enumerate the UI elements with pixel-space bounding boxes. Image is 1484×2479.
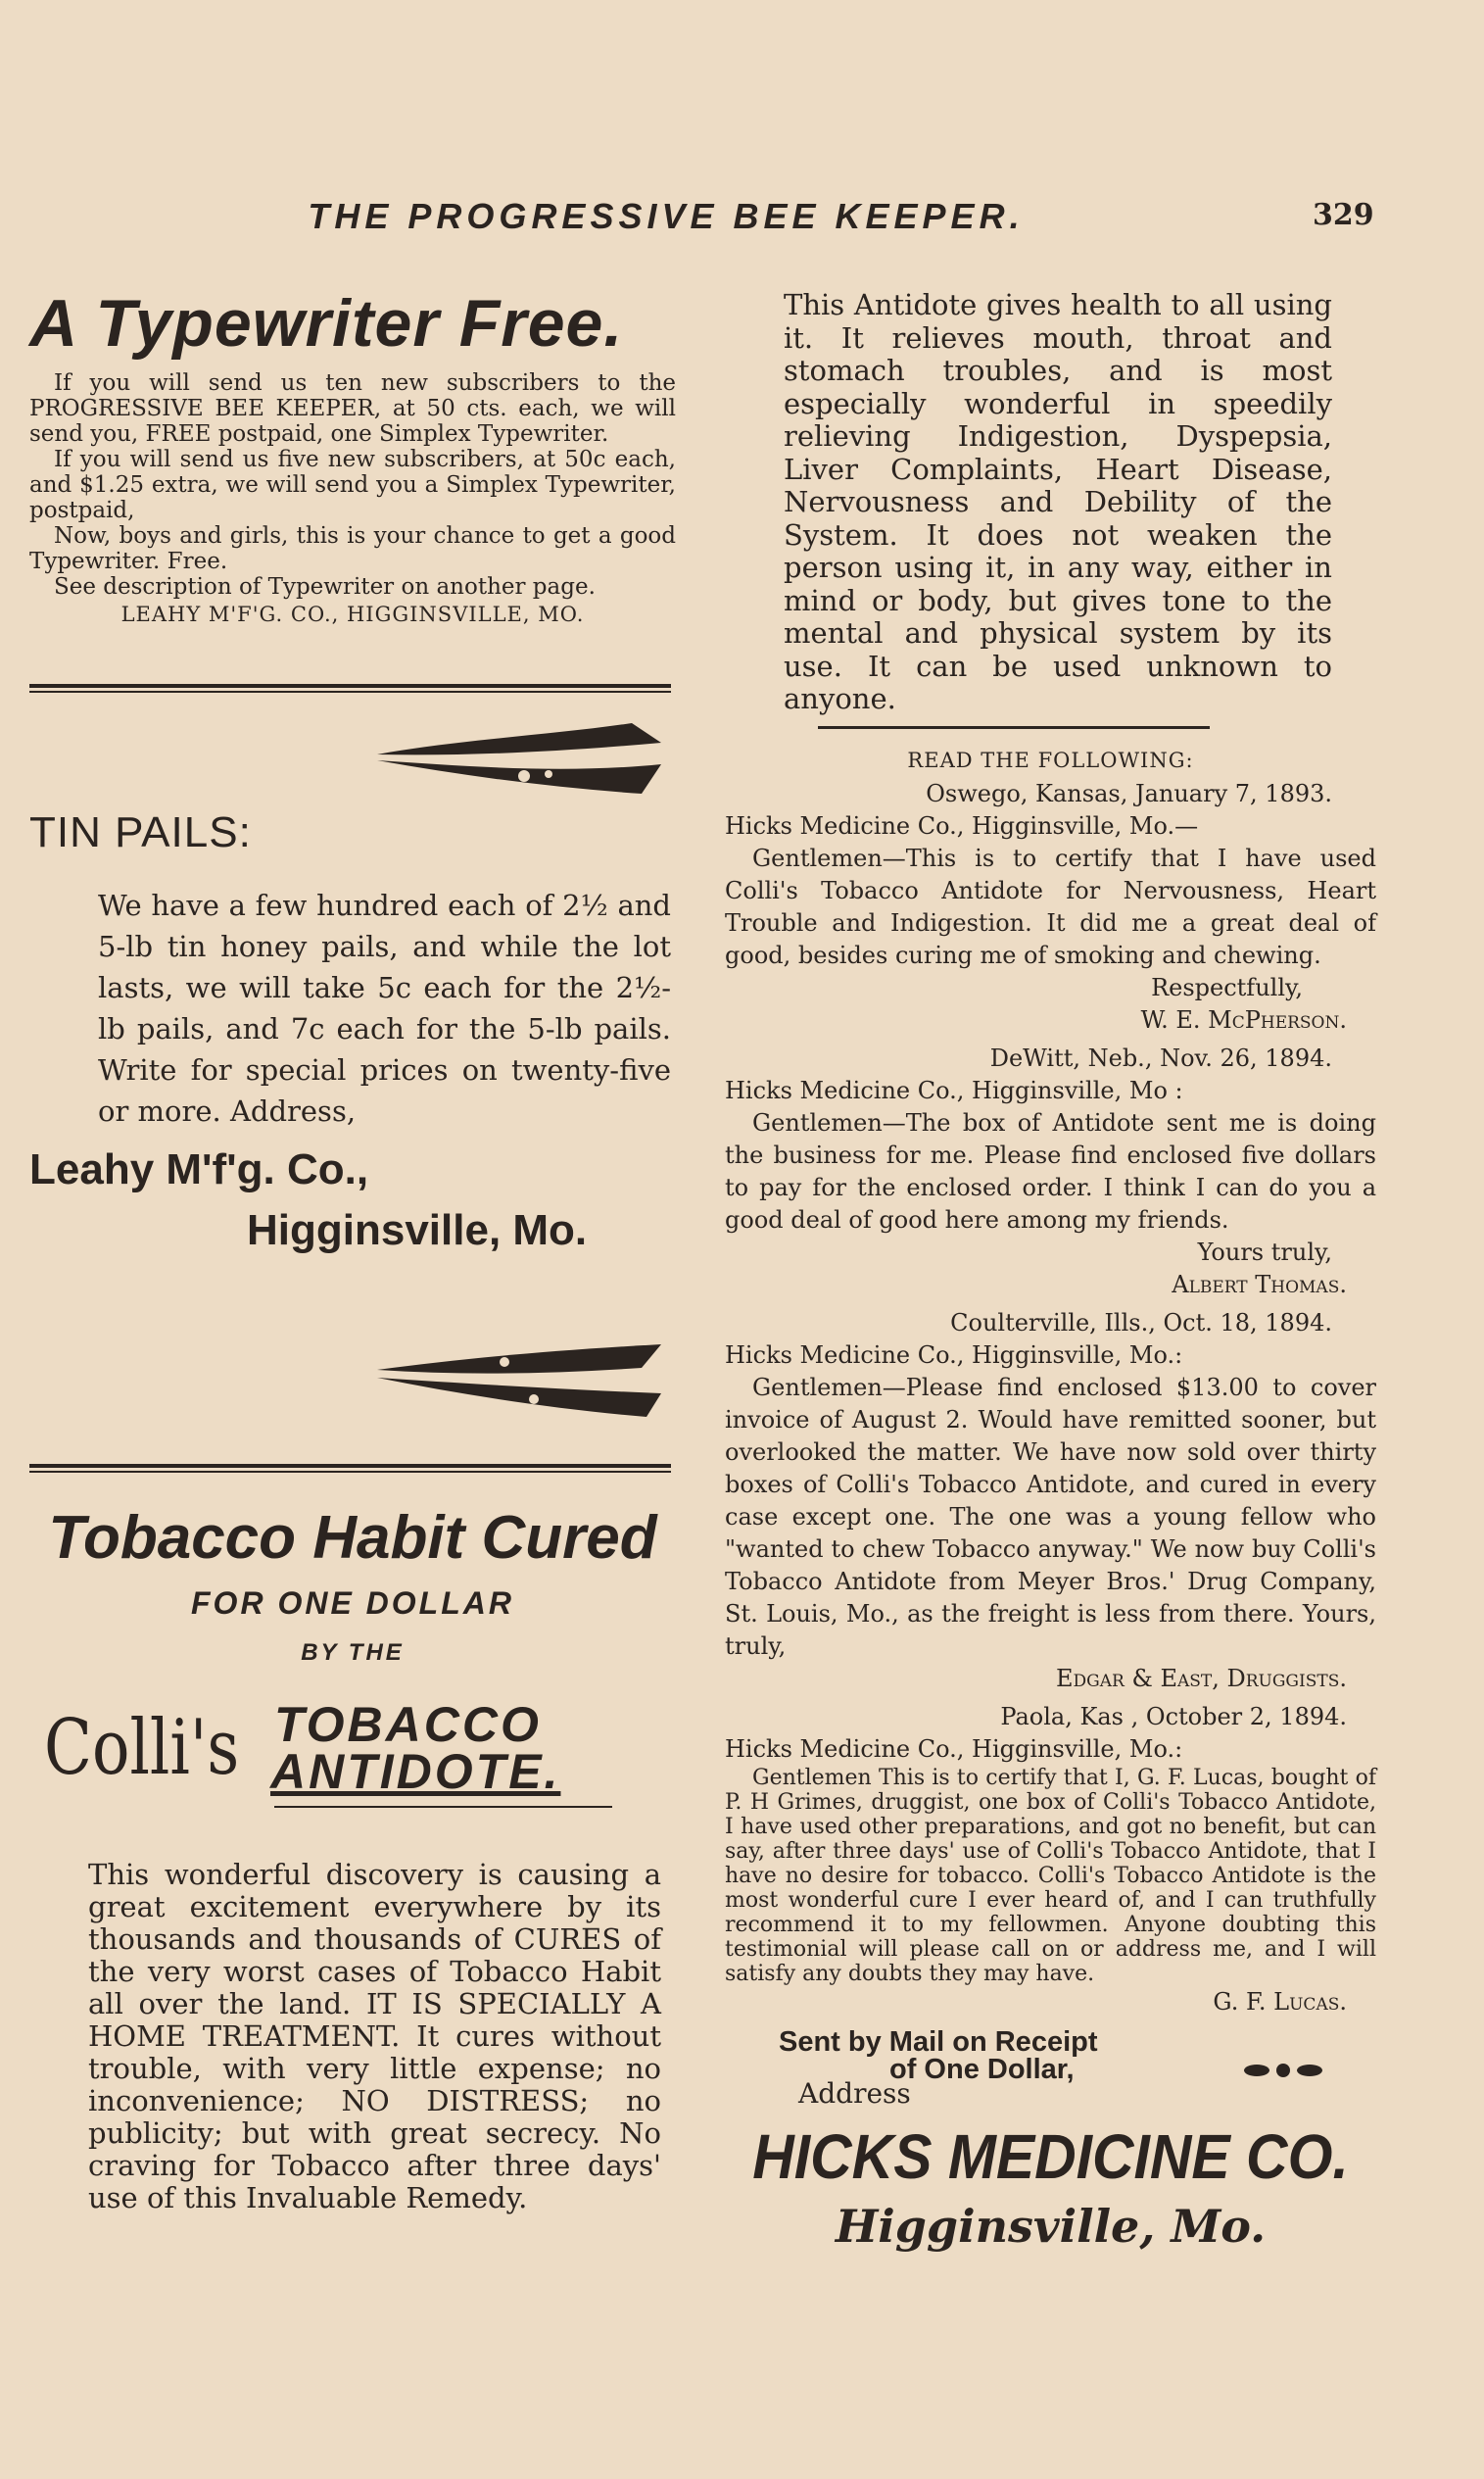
page-number: 329 [1313, 198, 1374, 232]
tin-pails-headline: TIN PAILS: [29, 808, 252, 856]
letter-closing: Yours truly, [1197, 1238, 1332, 1266]
tobacco-headline: Tobacco Habit Cured [48, 1504, 657, 1572]
letter-closing: Respectfully, [1151, 973, 1303, 1001]
hicks-company: HICKS MEDICINE CO. [752, 2120, 1349, 2192]
antidote-intro: This Antidote gives health to all using it. It relieves mouth, throat and stomach troubles, and is most especially wonderful in speedily relieving Indigestion, Dyspepsia, Liver Complaints, Heart Disease, Nervousness and Debility of the System. It does not weaken the person using it, in any way, either in mind or body, but gives tone to the mental and physical system by its use. It can be used unknown to anyone. [784, 288, 1332, 715]
tin-pails-company: Leahy M'f'g. Co., [29, 1145, 369, 1193]
testimonial-letters [725, 778, 1376, 2018]
product-name-line2: ANTIDOTE. [270, 1744, 561, 1799]
letter-signature: W. E. McPherson. [1140, 1005, 1347, 1034]
letter-addressee: Hicks Medicine Co., Higginsville, Mo.: [725, 1734, 1183, 1763]
read-following-label: READ THE FOLLOWING: [907, 748, 1194, 772]
logo-rule [274, 1806, 612, 1808]
letter-body: Gentlemen—Please find enclosed $13.00 to cover invoice of August 2. Would have remitted sooner, but overlooked the matter. We have now sold over thirty boxes of Colli's Tobacco Antidote, and cured in every case except one. The one was a young fellow who "wanted to chew Tobacco anyway." We now buy Colli's Tobacco Antidote from Meyer Bros.' Drug Company, St. Louis, Mo., as the freight is less from there. Yours, truly, [725, 1373, 1376, 1660]
letter-body: Gentlemen—This is to certify that I have used Colli's Tobacco Antidote for Nervousness, Heart Trouble and Indigestion. It did me a great deal of good, besides curing me of smoking and chewing. [725, 844, 1376, 969]
typewriter-signature: LEAHY M'F'G. CO., HIGGINSVILLE, MO. [120, 603, 585, 626]
product-name-line1: TOBACCO [274, 1697, 542, 1752]
pen-ornament-icon [377, 1335, 671, 1423]
testimonial-letter [725, 1307, 1376, 1695]
typewriter-paragraph: If you will send us five new subscribers, at 50c each, and $1.25 extra, we will send you a Simplex Typewriter, postpaid, [29, 447, 676, 523]
letter-place-date: Paola, Kas , October 2, 1894. [1000, 1702, 1347, 1730]
antidote-column [725, 289, 1376, 2253]
letter-body: Gentlemen This is to certify that I, G. F. Lucas, bought of P. H Grimes, druggist, one box of Colli's Tobacco Antidote, I have used other preparations, and got no benefit, but can say, after three days' use of Colli's Tobacco Antidote, that I have no desire for tobacco. Colli's Tobacco Antidote is the most wonderful cure I ever heard of, and I can truthfully recommend it to my fellowmen. Anyone doubting this testimonial will please call on or address me, and I will satisfy any doubts they may have. [725, 1765, 1376, 1986]
tin-pails-ad [29, 808, 676, 1255]
tobacco-body: This wonderful discovery is causing a great excitement everywhere by its thousands and thousands of CURES of the very worst cases of Tobacco Habit all over the land. IT IS SPECIALLY A HOME TREATMENT. It cures without trouble, with very little expense; no inconvenience; NO DISTRESS; no publicity; but with great secrecy. No craving for Tobacco after three days' use of this Invaluable Remedy. [88, 1858, 661, 2214]
address-label: Address [798, 2076, 911, 2110]
running-header [0, 196, 1484, 235]
tobacco-subhead-by: BY THE [301, 1639, 405, 1666]
tobacco-subhead: FOR ONE DOLLAR [191, 1585, 514, 1621]
testimonial-letter [725, 1043, 1376, 1301]
letter-place-date: DeWitt, Neb., Nov. 26, 1894. [989, 1044, 1332, 1072]
letter-addressee: Hicks Medicine Co., Higginsville, Mo.— [725, 811, 1199, 840]
letter-signature: Albert Thomas. [1172, 1270, 1347, 1298]
typewriter-body [29, 370, 676, 627]
tobacco-ad [29, 1499, 676, 2214]
letter-body: Gentlemen—The box of Antidote sent me is doing the business for me. Please find enclosed five dollars to pay for the enclosed order. I think I can do you a good deal of good here among my friends. [725, 1108, 1376, 1234]
section-divider [29, 1464, 671, 1473]
letter-signature: Edgar & East, Druggists. [1056, 1664, 1347, 1692]
letter-signature: G. F. Lucas. [1213, 1987, 1347, 2016]
testimonial-letter [725, 778, 1376, 1037]
typewriter-paragraph: See description of Typewriter on another page. [54, 574, 596, 600]
typewriter-paragraph: Now, boys and girls, this is your chance to get a good Typewriter. Free. [29, 523, 676, 574]
mail-line-1: Sent by Mail on Receipt [779, 2025, 1098, 2058]
section-divider [29, 684, 671, 693]
product-logo [29, 1694, 676, 1812]
testimonial-letter [725, 1701, 1376, 2018]
typewriter-headline: A Typewriter Free. [29, 286, 624, 361]
typewriter-paragraph: If you will send us ten new subscribers to the PROGRESSIVE BEE KEEPER, at 50 cts. each, we will send you, FREE postpaid, one Simplex Typewriter. [29, 370, 676, 447]
ornament-dots-icon [1244, 2060, 1322, 2081]
brand-name: Colli's [44, 1704, 240, 1792]
mail-order-block [725, 2025, 1376, 2110]
letter-addressee: Hicks Medicine Co., Higginsville, Mo : [725, 1076, 1183, 1104]
letter-place-date: Coulterville, Ills., Oct. 18, 1894. [950, 1308, 1332, 1337]
intro-rule [818, 726, 1210, 729]
letter-place-date: Oswego, Kansas, January 7, 1893. [926, 779, 1332, 807]
tin-pails-city: Higginsville, Mo. [247, 1206, 588, 1254]
letter-addressee: Hicks Medicine Co., Higginsville, Mo.: [725, 1340, 1183, 1369]
typewriter-ad [29, 284, 676, 627]
hicks-city: Higginsville, Mo. [835, 2199, 1267, 2253]
pen-ornament-icon [377, 715, 671, 803]
tin-pails-body: We have a few hundred each of 2½ and 5-lb tin honey pails, and while the lot lasts, we will take 5c each for the 2½-lb pails, and 7c each for the 5-lb pails. Write for special prices on twenty-five or more. Address, [98, 889, 671, 1128]
journal-title: THE PROGRESSIVE BEE KEEPER. [308, 196, 1025, 236]
mail-line-2: of One Dollar, [889, 2053, 1075, 2085]
